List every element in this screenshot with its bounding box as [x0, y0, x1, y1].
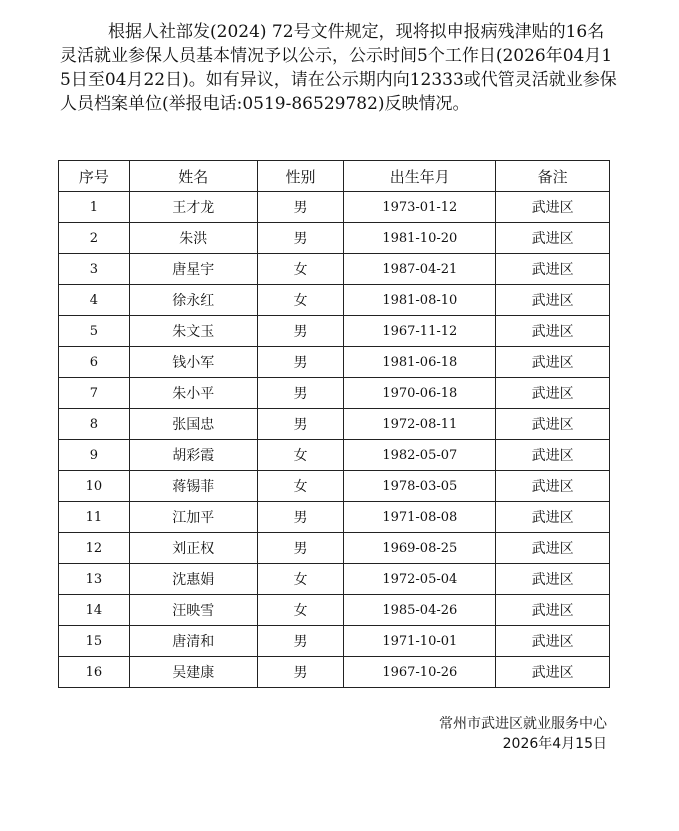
cell-birthdate: 1967-11-12: [344, 316, 496, 347]
table-body: [59, 192, 610, 688]
cell-remark: 武进区: [496, 316, 610, 347]
cell-remark: 武进区: [496, 533, 610, 564]
cell-birthdate: 1981-06-18: [344, 347, 496, 378]
cell-remark: 武进区: [496, 378, 610, 409]
footer-organization: 常州市武进区就业服务中心: [439, 716, 607, 732]
table-header-row: [59, 161, 610, 192]
cell-gender: 男: [257, 347, 344, 378]
header-remark: 备注: [496, 161, 610, 192]
cell-remark: 武进区: [496, 626, 610, 657]
table-row: [59, 347, 610, 378]
cell-birthdate: 1970-06-18: [344, 378, 496, 409]
cell-remark: 武进区: [496, 409, 610, 440]
notice-footer: [439, 714, 607, 754]
table-row: [59, 657, 610, 688]
cell-name: 朱文玉: [129, 316, 257, 347]
table-row: [59, 533, 610, 564]
cell-remark: 武进区: [496, 254, 610, 285]
cell-birthdate: 1978-03-05: [344, 471, 496, 502]
cell-index: 9: [59, 440, 130, 471]
cell-gender: 男: [257, 409, 344, 440]
cell-name: 吴建康: [129, 657, 257, 688]
table-row: [59, 285, 610, 316]
table-row: [59, 254, 610, 285]
cell-remark: 武进区: [496, 223, 610, 254]
cell-index: 15: [59, 626, 130, 657]
table-row: [59, 378, 610, 409]
table-row: [59, 440, 610, 471]
cell-name: 张国忠: [129, 409, 257, 440]
cell-index: 8: [59, 409, 130, 440]
table-row: [59, 502, 610, 533]
cell-birthdate: 1985-04-26: [344, 595, 496, 626]
cell-name: 蒋锡菲: [129, 471, 257, 502]
cell-remark: 武进区: [496, 502, 610, 533]
cell-name: 江加平: [129, 502, 257, 533]
cell-index: 1: [59, 192, 130, 223]
cell-birthdate: 1972-05-04: [344, 564, 496, 595]
cell-name: 胡彩霞: [129, 440, 257, 471]
cell-name: 王才龙: [129, 192, 257, 223]
table-row: [59, 626, 610, 657]
cell-remark: 武进区: [496, 440, 610, 471]
cell-birthdate: 1982-05-07: [344, 440, 496, 471]
cell-birthdate: 1969-08-25: [344, 533, 496, 564]
cell-birthdate: 1973-01-12: [344, 192, 496, 223]
cell-index: 12: [59, 533, 130, 564]
cell-gender: 女: [257, 440, 344, 471]
cell-remark: 武进区: [496, 564, 610, 595]
cell-birthdate: 1971-08-08: [344, 502, 496, 533]
cell-birthdate: 1972-08-11: [344, 409, 496, 440]
cell-remark: 武进区: [496, 471, 610, 502]
cell-gender: 男: [257, 316, 344, 347]
cell-remark: 武进区: [496, 347, 610, 378]
cell-index: 2: [59, 223, 130, 254]
cell-remark: 武进区: [496, 595, 610, 626]
cell-gender: 男: [257, 378, 344, 409]
table-row: [59, 564, 610, 595]
table-row: [59, 316, 610, 347]
cell-gender: 男: [257, 223, 344, 254]
cell-name: 汪映雪: [129, 595, 257, 626]
cell-index: 16: [59, 657, 130, 688]
cell-index: 14: [59, 595, 130, 626]
cell-index: 7: [59, 378, 130, 409]
cell-index: 10: [59, 471, 130, 502]
cell-name: 朱小平: [129, 378, 257, 409]
cell-gender: 男: [257, 192, 344, 223]
cell-birthdate: 1987-04-21: [344, 254, 496, 285]
cell-gender: 男: [257, 626, 344, 657]
table-row: [59, 595, 610, 626]
cell-gender: 女: [257, 254, 344, 285]
cell-birthdate: 1981-08-10: [344, 285, 496, 316]
table-row: [59, 471, 610, 502]
cell-index: 6: [59, 347, 130, 378]
cell-remark: 武进区: [496, 285, 610, 316]
cell-index: 4: [59, 285, 130, 316]
cell-name: 钱小军: [129, 347, 257, 378]
cell-gender: 男: [257, 533, 344, 564]
cell-name: 刘正权: [129, 533, 257, 564]
table-row: [59, 223, 610, 254]
cell-gender: 女: [257, 285, 344, 316]
cell-index: 11: [59, 502, 130, 533]
cell-index: 13: [59, 564, 130, 595]
header-birthdate: 出生年月: [344, 161, 496, 192]
footer-date: 2026年4月15日: [502, 736, 607, 752]
table-row: [59, 192, 610, 223]
cell-gender: 男: [257, 657, 344, 688]
cell-birthdate: 1967-10-26: [344, 657, 496, 688]
header-name: 姓名: [129, 161, 257, 192]
cell-birthdate: 1971-10-01: [344, 626, 496, 657]
cell-name: 徐永红: [129, 285, 257, 316]
cell-remark: 武进区: [496, 192, 610, 223]
table-row: [59, 409, 610, 440]
cell-index: 5: [59, 316, 130, 347]
roster-table: [58, 160, 610, 688]
cell-name: 唐星宇: [129, 254, 257, 285]
notice-intro: 根据人社部发(2024) 72号文件规定，现将拟申报病残津贴的16名灵活就业参保人员基本情况予以公示，公示时间5个工作日(2026年04月15日至04月22日)。如有异议，请在公示期内向12333或代管灵活就业参保人员档案单位(举报电话:0519-86529782)反映情况。: [60, 22, 617, 114]
header-gender: 性别: [257, 161, 344, 192]
cell-index: 3: [59, 254, 130, 285]
cell-remark: 武进区: [496, 657, 610, 688]
header-index: 序号: [59, 161, 130, 192]
cell-birthdate: 1981-10-20: [344, 223, 496, 254]
cell-name: 沈惠娟: [129, 564, 257, 595]
cell-gender: 女: [257, 595, 344, 626]
cell-name: 朱洪: [129, 223, 257, 254]
cell-name: 唐清和: [129, 626, 257, 657]
cell-gender: 女: [257, 564, 344, 595]
cell-gender: 男: [257, 502, 344, 533]
cell-gender: 女: [257, 471, 344, 502]
